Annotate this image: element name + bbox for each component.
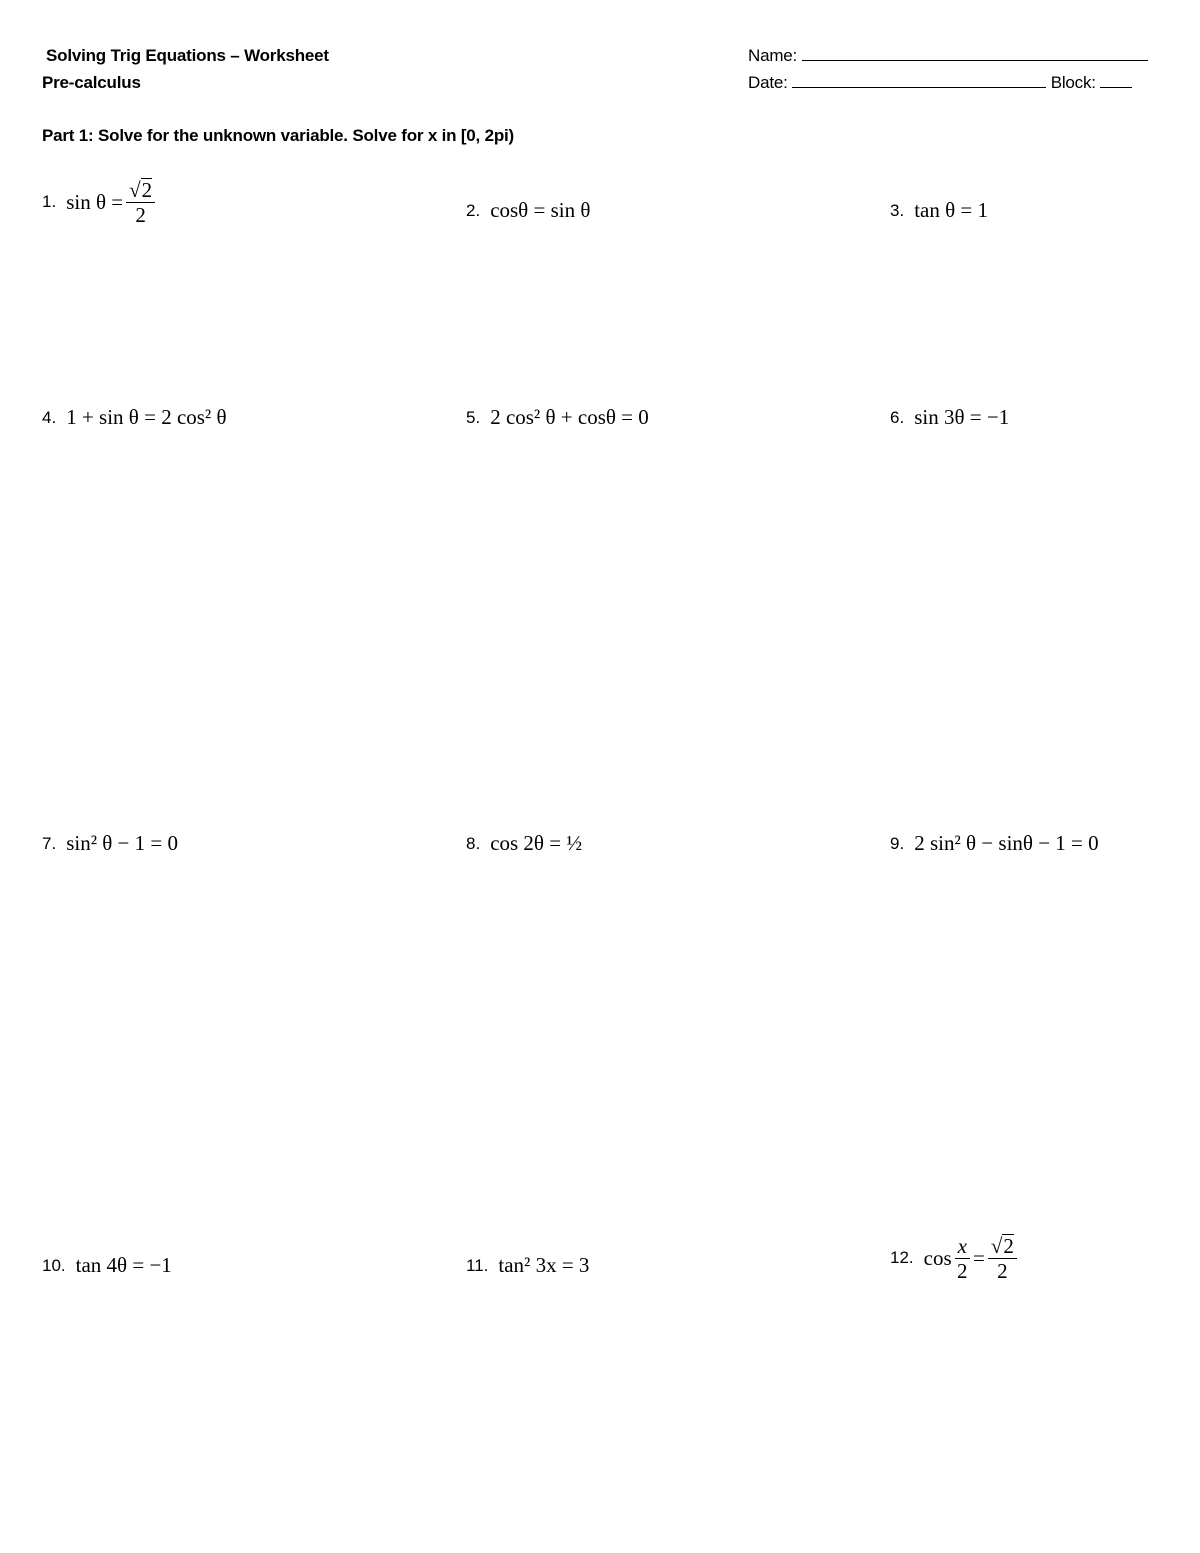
equation-lhs: sin θ =: [66, 189, 124, 214]
block-blank[interactable]: [1100, 86, 1132, 88]
fraction-numerator: x: [955, 1235, 970, 1259]
equation: 2 cos² θ + cosθ = 0: [490, 405, 649, 429]
problem-number: 6.: [890, 407, 905, 427]
equation: 2 sin² θ − sinθ − 1 = 0: [914, 831, 1099, 855]
equation: cosθ = sin θ: [490, 198, 591, 222]
equals-sign: =: [972, 1245, 985, 1270]
problem-number: 1.: [42, 192, 57, 212]
equation: [924, 1234, 1020, 1282]
fraction-x-over-2: [955, 1235, 970, 1282]
problem-number: 11.: [466, 1255, 489, 1275]
fraction: [126, 178, 155, 226]
problem-number: 9.: [890, 833, 905, 853]
equation: tan² 3x = 3: [498, 1253, 590, 1277]
fraction-numerator: 2: [1003, 1234, 1014, 1258]
equation: tan 4θ = −1: [75, 1253, 172, 1277]
name-blank[interactable]: [802, 59, 1148, 61]
problem-10: [42, 1253, 172, 1278]
date-block-line: [748, 73, 1132, 93]
sqrt-icon: √ 2: [129, 178, 153, 202]
problem-7: [42, 831, 178, 856]
problem-number: 8.: [466, 833, 481, 853]
equation-lhs: cos: [923, 1245, 952, 1270]
problem-number: 3.: [890, 200, 905, 220]
name-line: [748, 46, 1148, 66]
equation: [66, 178, 158, 226]
fraction-denominator: 2: [135, 203, 146, 228]
worksheet-title: Solving Trig Equations – Worksheet: [46, 46, 329, 65]
problem-9: [890, 831, 1099, 856]
problem-12: [890, 1234, 1020, 1282]
fraction-denominator: 2: [997, 1259, 1008, 1284]
instructions: Part 1: Solve for the unknown variable. Solve for x in [0, 2pi): [42, 126, 515, 145]
fraction-denominator: 2: [957, 1258, 968, 1283]
equation: sin 3θ = −1: [914, 405, 1010, 429]
problem-number: 10.: [42, 1255, 66, 1275]
problem-number: 2.: [466, 200, 481, 220]
problem-8: [466, 831, 582, 856]
problem-2: [466, 198, 590, 223]
equation: 1 + sin θ = 2 cos² θ: [66, 405, 227, 429]
fraction-sqrt2-over-2: [988, 1234, 1017, 1282]
problem-number: 7.: [42, 833, 57, 853]
problem-6: [890, 405, 1009, 430]
problem-4: [42, 405, 227, 430]
problem-number: 12.: [890, 1248, 914, 1268]
date-label: Date:: [748, 73, 788, 92]
equation: cos 2θ = ½: [490, 831, 583, 855]
sqrt-icon: √ 2: [990, 1234, 1014, 1258]
problem-1: [42, 178, 158, 226]
course-name: Pre-calculus: [42, 73, 141, 92]
block-label: Block:: [1050, 73, 1096, 92]
date-blank[interactable]: [792, 86, 1046, 88]
problem-5: [466, 405, 649, 430]
equation: tan θ = 1: [914, 198, 988, 222]
fraction-numerator: 2: [141, 178, 153, 202]
problem-3: [890, 198, 988, 223]
problem-11: [466, 1253, 589, 1278]
equation: sin² θ − 1 = 0: [66, 831, 178, 855]
problem-number: 4.: [42, 407, 57, 427]
name-label: Name:: [748, 46, 798, 65]
problem-number: 5.: [466, 407, 481, 427]
